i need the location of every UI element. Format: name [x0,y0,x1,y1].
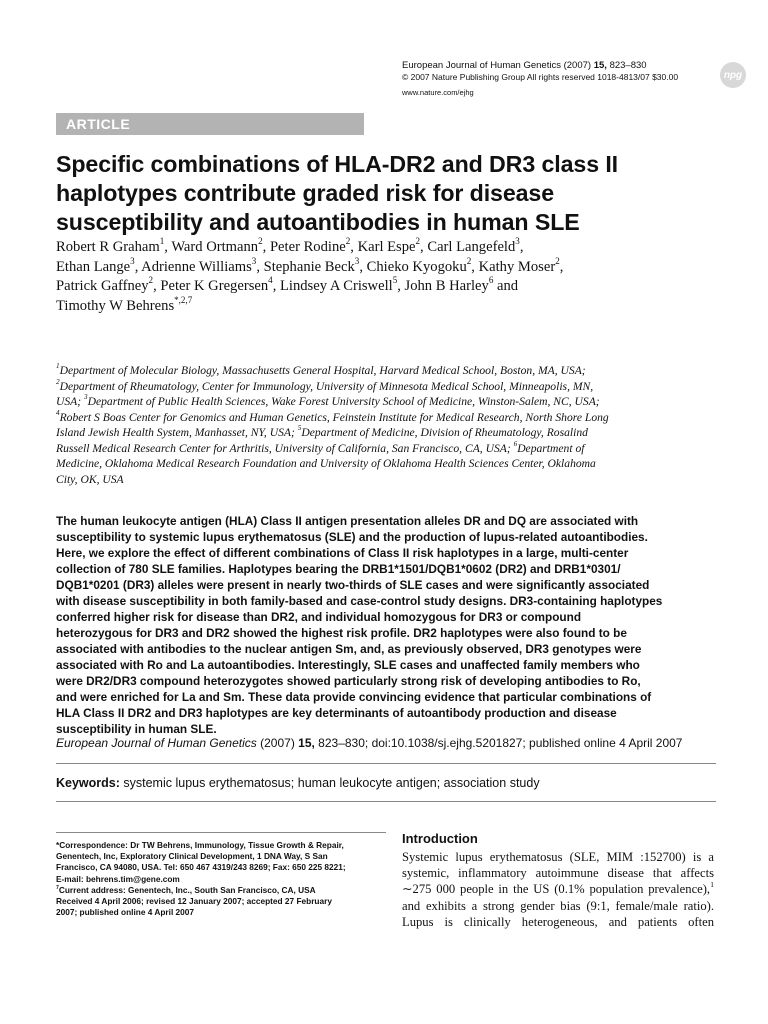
affiliation-line: $^4$Robert S Boas Center for Genomics and Human Genetics, Feinstein Institute for Medical Research, North Shore Long [56,408,609,424]
affiliations [56,363,716,487]
abstract [56,513,716,737]
title-line: Specific combinations of HLA-DR2 and DR3 class II [56,151,619,177]
affiliation-line: $^1$Department of Molecular Biology, Massachusetts General Hospital, Harvard Medical School, Boston, MA, USA; [56,362,586,377]
abstract-line: The human leukocyte antigen (HLA) Class II antigen presentation alleles DR and DQ are associated with [56,514,639,528]
author-line: Robert R Graham$^1$, Ward Ortmann$^2$, Peter Rodine$^2$, Karl Espe$^2$, Carl Langefeld$^3$, [56,236,524,255]
abstract-line: and were enriched for La and Sm. These data provide convincing evidence that particular combinations of [56,690,652,704]
abstract-line: were DR2/DR3 compound heterozygotes showed particularly strong risk of developing antibodies to Ro, [56,674,641,688]
author-line: Ethan Lange$^3$, Adrienne Williams$^3$, Stephanie Beck$^3$, Chieko Kyogoku$^2$, Kathy Moser$^2$, [56,255,564,275]
copyright-line: © 2007 Nature Publishing Group All rights reserved 1018-4813/07 $30.00 [402,72,679,82]
divider [56,801,716,802]
npg-logo-icon: npg [720,62,746,88]
affiliation-line: $^2$Department of Rheumatology, Center for Immunology, University of Minnesota Medical School, Minneapolis, MN, [56,377,594,393]
title-line: haplotypes contribute graded risk for disease [56,180,555,206]
body-line: Lupus is clinically heterogeneous, and patients often [402,914,714,929]
abstract-line: collection of 780 SLE families. Haplotypes bearing the DRB1*1501/DQB1*0602 (DR2) and DRB1*0301/ [56,562,621,576]
affiliation-line: USA; $^3$Department of Public Health Sciences, Wake Forest University School of Medicine, Winston-Salem, NC, USA; [56,393,600,408]
author-line: Timothy W Behrens$^{*,2,7}$ [56,294,193,314]
abstract-line: DQB1*0201 (DR3) alleles were present in nearly two-thirds of SLE cases and were significantly associated [56,578,650,592]
abstract-line: associated with antibodies to the nuclear antigen Sm, and, as previously observed, DR3 genotypes were [56,642,642,656]
abstract-line: Here, we explore the effect of different combinations of Class II risk haplotypes in a large, multi-center [56,546,629,560]
journal-citation-line: European Journal of Human Genetics (2007) 15, 823–830 [402,60,647,71]
body-line: systemic, inflammatory autoimmune disease that affects [402,866,714,881]
footnote-line: 2007; published online 4 April 2007 [56,907,195,918]
divider [56,763,716,764]
footnote-line: $^7$Current address: Genentech, Inc., South San Francisco, CA, USA [56,884,316,895]
abstract-line: HLA Class II DR2 and DR3 haplotypes are key determinants of autoantibody production and disease [56,706,617,720]
footnote-line: *Correspondence: Dr TW Behrens, Immunology, Tissue Growth & Repair, [56,840,344,850]
abstract-line: with disease susceptibility in both family-based and case-control study designs. DR3-containing haplotypes [56,594,663,608]
body-line: and exhibits a strong gender bias (9:1, female/male ratio). [402,898,714,913]
body-line: Systemic lupus erythematosus (SLE, MIM :152700) is a [402,850,714,864]
abstract-line: susceptibility in human SLE. [56,722,217,736]
article-title [56,150,726,237]
article-type-label: ARTICLE [56,113,364,135]
author-line: Patrick Gaffney$^2$, Peter K Gregersen$^4$, Lindsey A Criswell$^5$, John B Harley$^6$ and [56,275,519,294]
introduction-body [402,849,714,930]
footnote-divider [56,832,386,833]
abstract-line: heterozygous for DR3 and DR2 showed the highest risk profile. DR2 haplotypes were also found to be [56,626,627,640]
journal-url[interactable]: www.nature.com/ejhg [402,88,474,97]
title-line: susceptibility and autoantibodies in human SLE [56,209,580,235]
footnote-line: Received 4 April 2006; revised 12 January 2007; accepted 27 February [56,896,332,907]
article-citation: European Journal of Human Genetics (2007) 15, 823–830; doi:10.1038/sj.ejhg.5201827; published online 4 April 2007 [56,736,683,750]
author-list [56,238,726,316]
abstract-line: susceptibility to systemic lupus erythematosus (SLE) and the production of lupus-related autoantibodies. [56,530,648,544]
body-line: ∼275 000 people in the US (0.1% population prevalence),$^1$ [402,880,714,897]
keywords: Keywords: systemic lupus erythematosus; human leukocyte antigen; association study [56,776,540,790]
footnote-line: Genentech, Inc, Exploratory Clinical Development, 1 DNA Way, S San [56,851,328,862]
reference-link[interactable]: 1 [710,880,714,890]
section-heading-introduction: Introduction [402,831,478,846]
footnote-email[interactable]: E-mail: behrens.tim@gene.com [56,873,180,884]
affiliation-line: Medicine, Oklahoma Medical Research Foundation and University of Oklahoma Health Sciences Center, Oklahoma [56,457,596,470]
footnotes [56,840,386,918]
affiliation-line: Russell Medical Research Center for Arthritis, University of California, San Francisco, CA, USA; $^6$Department of [56,439,585,455]
affiliation-line: Island Jewish Health System, Manhasset, NY, USA; $^5$Department of Medicine, Division of Rheumatology, Rosalind [56,424,588,439]
journal-header [402,60,678,98]
footnote-line: Francisco, CA 94080, USA. Tel: 650 467 4319/243 8269; Fax: 650 225 8221; [56,862,346,873]
abstract-line: conferred higher risk for disease than DR2, and individual homozygous for DR3 or compound [56,610,582,624]
abstract-line: associated with Ro and La autoantibodies. Interestingly, SLE cases and unaffected family members who [56,658,640,672]
affiliation-line: City, OK, USA [56,472,124,486]
